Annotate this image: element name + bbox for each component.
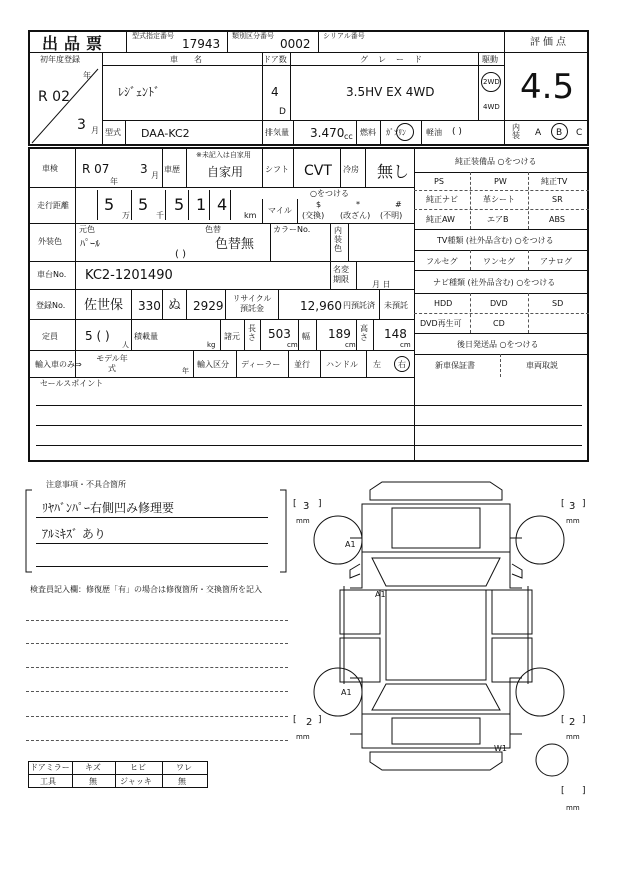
first-reg-era: R 02 [38, 89, 70, 105]
tire-fl-depth: 3 [303, 501, 310, 512]
tv-header: TV種類 (社外品含む) ○をつける [437, 236, 554, 245]
acc-crack: ヒビ [130, 763, 146, 772]
notes-line-2: ｱﾙﾐｷｽﾞ あり [42, 527, 106, 541]
drive-2wd: 2WD [483, 78, 500, 86]
acc-jack-value: 無 [178, 777, 186, 786]
tire-spare-mm: mm [566, 804, 580, 812]
orig-color-label: 元色 [79, 225, 95, 234]
length-value: 503 [268, 327, 291, 341]
interior-label: 内装 [512, 123, 520, 140]
recycle-not: 未預託 [384, 301, 408, 310]
tire-fr-mm: mm [566, 517, 580, 525]
length-cm: cm [287, 341, 298, 349]
navi-header: ナビ種類 (社外品含む) ○をつける [433, 278, 556, 287]
equip-airbag: エアB [487, 215, 509, 224]
chassis-value: KC2-1201490 [85, 268, 173, 283]
tire-fl-bracket-end: ] [318, 499, 322, 509]
displacement-label: 排気量 [265, 128, 289, 137]
tire-rr-mm: mm [566, 733, 580, 741]
tire-fr-depth: 3 [569, 501, 576, 512]
history-value: 自家用 [207, 165, 244, 179]
reg-class: 330 [138, 299, 161, 313]
mileage-opt-dollar: $ [316, 200, 322, 209]
mark-a1-side: A1 [375, 590, 386, 599]
tire-rl-depth: 2 [306, 717, 313, 728]
inspection-month: 3 [140, 162, 148, 176]
notes-line-1: ﾘﾔﾊﾞﾝﾊﾟｰ右側凹み修理要 [42, 501, 175, 515]
handle-right: 右 [398, 360, 406, 369]
interior-grade-b: B [556, 128, 563, 138]
capacity-label: 定員 [42, 332, 58, 341]
mileage-digit-4: 1 [196, 195, 207, 214]
inspection-value: R 07 [82, 162, 110, 176]
tire-spare-bracket-end: ] [582, 786, 586, 796]
model-value: ﾚｼﾞｪﾝﾄﾞ [118, 85, 161, 99]
sales-points-label: セールスポイント [40, 379, 104, 388]
fuel-label: 燃料 [360, 128, 376, 137]
width-cm: cm [345, 341, 356, 349]
car-diagram [290, 478, 590, 808]
acc-tools-value: 無 [89, 777, 97, 786]
mileage-opt-altered: (改ざん) [340, 211, 371, 220]
tire-spare-bracket: [ [561, 786, 565, 796]
length-label: 長さ [248, 324, 256, 342]
grade-label: グレード [360, 55, 432, 64]
tire-fr-bracket: [ [561, 499, 565, 509]
reg-number: 2929 [193, 299, 224, 313]
cc-unit: cc [344, 132, 353, 141]
equip-sr: SR [552, 195, 563, 204]
first-reg-year-mark: 年 [83, 71, 91, 80]
mileage-digit-5: 4 [217, 195, 228, 214]
load-label: 積載量 [134, 332, 158, 341]
inspection-label: 車検 [42, 164, 58, 173]
tire-rr-depth: 2 [569, 717, 576, 728]
first-reg-month-mark: 月 [91, 126, 99, 135]
mileage-km: km [244, 211, 257, 220]
import-cat-value: ディーラー [241, 360, 281, 369]
model-year-label: モデル年式 [96, 354, 128, 373]
width-label: 幅 [302, 332, 310, 341]
height-value: 148 [384, 327, 407, 341]
parallel-label: 並行 [294, 360, 310, 369]
door-type: D [279, 107, 286, 117]
tv-full: フルセグ [426, 257, 458, 266]
score-label: 評価点 [530, 37, 569, 48]
mark-a1-front-left: A1 [345, 540, 356, 549]
width-value: 189 [328, 327, 351, 341]
equipment-header: 純正装備品 ○をつける [455, 157, 537, 166]
capacity-person: 人 [122, 341, 129, 349]
mileage-digit-3: 5 [174, 195, 185, 214]
light-oil-paren: ( ) [452, 127, 462, 137]
color-change-label: 色替 [205, 225, 221, 234]
drive-label: 駆動 [482, 55, 498, 64]
navi-hdd: HDD [434, 299, 453, 308]
equip-aw: 純正AW [426, 215, 455, 224]
spec-label: 諸元 [224, 332, 240, 341]
inspection-month-mark: 月 [151, 171, 159, 180]
mileage-opt-star: * [356, 200, 360, 209]
tire-rl-bracket: [ [293, 715, 297, 725]
equip-ps: PS [434, 177, 444, 186]
interior-grade-a: A [535, 128, 542, 138]
color-change-paren: ( ) [175, 249, 186, 260]
inner-color-label: 内装色 [334, 226, 342, 253]
page-title: 出品票 [42, 34, 109, 53]
recycle-value: 12,960 [300, 299, 342, 313]
first-reg-month: 3 [77, 117, 86, 133]
class-no: 0002 [280, 37, 311, 51]
doors-label: ドア数 [263, 55, 287, 64]
acc-door-mirror: ドアミラー [30, 763, 70, 772]
tire-rl-mm: mm [296, 733, 310, 741]
mileage-digit-1: 5 [104, 195, 115, 214]
model-year-unit: 年 [182, 367, 189, 375]
first-reg-label: 初年度登録 [40, 55, 80, 64]
equip-pw: PW [494, 177, 507, 186]
type-label: 型式 [105, 128, 121, 137]
drive-4wd: 4WD [483, 103, 500, 111]
mileage-label: 走行距離 [37, 201, 69, 210]
mileage-opt-unknown: (不明) [380, 211, 403, 220]
name-change-md: 月 日 [372, 280, 391, 289]
acc-break: ワレ [176, 763, 192, 772]
later-warranty: 新車保証書 [435, 361, 475, 370]
acc-jack: ジャッキ [120, 777, 152, 786]
equip-leather: 革シート [483, 195, 515, 204]
tire-rr-bracket: [ [561, 715, 565, 725]
shift-value: CVT [304, 163, 332, 179]
form-no-label: 型式指定番号 [132, 32, 174, 40]
model-label: 車名 [170, 55, 218, 64]
handle-right-circle [394, 356, 410, 372]
tv-analog: アナログ [540, 257, 572, 266]
navi-dvd: DVD [490, 299, 508, 308]
ac-label: 冷房 [343, 165, 359, 174]
tire-rr-bracket-end: ] [582, 715, 586, 725]
capacity-value: 5 ( ) [85, 329, 110, 343]
interior-grade-c: C [576, 128, 583, 138]
handle-label: ハンドル [326, 360, 358, 369]
fuel-value: ｶﾞｿﾘﾝ [386, 128, 406, 137]
form-no: 17943 [182, 37, 221, 51]
mileage-sen: 千 [156, 211, 164, 220]
type-value: DAA-KC2 [141, 127, 190, 140]
color-label: 外装色 [38, 237, 62, 246]
tire-fl-mm: mm [296, 517, 310, 525]
chassis-label: 車台No. [37, 270, 67, 279]
mileage-man: 万 [122, 211, 130, 220]
class-no-label: 類別区分番号 [232, 32, 274, 40]
history-note: ※未記入は自家用 [196, 151, 251, 159]
tv-one: ワンセグ [483, 257, 515, 266]
recycle-unit: 円預託済 [343, 301, 375, 310]
shift-label: シフト [265, 165, 289, 174]
dvd-cd: CD [493, 319, 505, 328]
fuel-circle [396, 123, 414, 141]
mileage-opt-hash: # [395, 200, 402, 209]
reg-label: 登録No. [36, 301, 66, 310]
notes-header: 注意事項・不具合箇所 [46, 480, 126, 489]
navi-sd: SD [552, 299, 564, 308]
inspector-label: 検査員記入欄：修復歴「有」の場合は修復箇所・交換箇所を記入 [30, 585, 262, 594]
later-manual: 車両取説 [526, 361, 558, 370]
equip-abs: ABS [549, 215, 565, 224]
mileage-digit-2: 5 [138, 195, 149, 214]
doors-value: 4 [271, 85, 279, 99]
recycle-label: リサイクル預託金 [232, 294, 272, 313]
displacement-value: 3.470 [310, 126, 345, 140]
height-cm: cm [400, 341, 411, 349]
ac-value: 無し [377, 162, 410, 181]
color-change-value: 色替無 [215, 237, 255, 252]
mileage-opt-mile: マイル [268, 206, 292, 215]
serial-label: シリアル番号 [323, 32, 365, 40]
equip-tv: 純正TV [541, 177, 568, 186]
mileage-opt-exchange: (交換) [302, 211, 325, 220]
reg-area: 佐世保 [84, 298, 124, 313]
import-label: 輸入車のみ⇒ [35, 360, 82, 369]
history-label: 車歴 [164, 165, 180, 174]
import-cat-label: 輸入区分 [197, 360, 229, 369]
tire-fl-bracket: [ [293, 499, 297, 509]
tire-rl-bracket-end: ] [318, 715, 322, 725]
grade-value: 3.5HV EX 4WD [346, 85, 435, 99]
inspection-year: 年 [110, 177, 118, 186]
dvd-play: DVD再生可 [420, 319, 462, 328]
tire-fr-bracket-end: ] [582, 499, 586, 509]
later-header: 後日発送品 ○をつける [457, 340, 539, 349]
interior-b-circle [551, 123, 568, 140]
score-value: 4.5 [520, 67, 575, 107]
load-kg: kg [207, 341, 216, 349]
height-label: 高さ [360, 324, 368, 342]
mileage-note: ○をつける [310, 189, 349, 198]
acc-tools: 工具 [40, 777, 56, 786]
acc-scratch: キズ [85, 763, 101, 772]
orig-color-value: ﾊﾟｰﾙ [80, 239, 100, 250]
reg-kana: ぬ [168, 298, 182, 313]
color-no-label: カラーNo. [273, 225, 311, 234]
handle-left: 左 [373, 360, 381, 369]
equip-navi: 純正ナビ [426, 195, 458, 204]
light-oil-label: 軽油 [426, 128, 442, 137]
mark-a1-rear-left: A1 [341, 688, 352, 697]
name-change-label: 名変期限 [333, 265, 349, 284]
mark-w1-rear: W1 [494, 744, 507, 753]
